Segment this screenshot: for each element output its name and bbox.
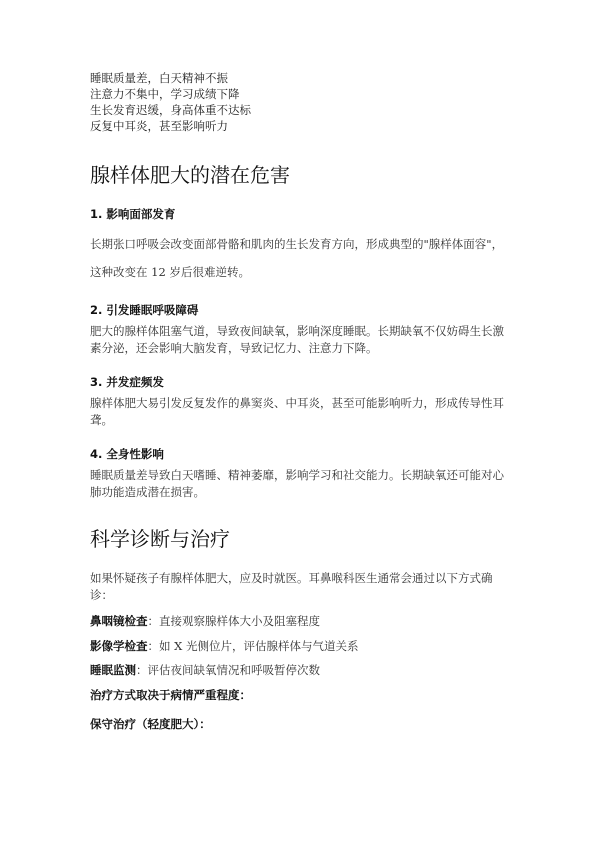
intro-line: 注意力不集中，学习成绩下降 [90, 87, 240, 101]
method-item [90, 613, 505, 630]
method-item [90, 662, 505, 679]
intro-line: 反复中耳炎，甚至影响听力 [90, 119, 228, 133]
section-title-diagnosis: 科学诊断与治疗 [90, 527, 230, 551]
conservative-treatment-heading: 保守治疗（轻度肥大）： [90, 716, 211, 731]
method-text: 如 X 光侧位片，评估腺样体与气道关系 [159, 638, 359, 653]
hazard-item-3 [90, 374, 505, 428]
method-text: 评估夜间缺氧情况和呼吸暂停次数 [147, 663, 320, 677]
method-label: 影像学检查 [90, 638, 148, 653]
method-sep: ： [147, 614, 159, 628]
hazard-heading: 4. 全身性影响 [90, 447, 164, 461]
intro-list [90, 70, 505, 134]
hazard-item-4 [90, 446, 505, 500]
method-label: 鼻咽镜检查 [90, 614, 148, 628]
diagnosis-methods [90, 613, 505, 679]
hazard-paragraph: 这种改变在 12 岁后很难逆转。 [90, 264, 250, 279]
hazard-heading: 2. 引发睡眠呼吸障碍 [90, 303, 199, 317]
hazard-item-2 [90, 302, 505, 356]
section-title-hazards: 腺样体肥大的潜在危害 [90, 163, 290, 187]
hazard-paragraph: 长期张口呼吸会改变面部骨骼和肌肉的生长发育方向，形成典型的"腺样体面容"， [90, 237, 504, 251]
hazard-heading: 1. 影响面部发育 [90, 207, 176, 221]
hazard-heading: 3. 并发症频发 [90, 375, 164, 389]
diagnosis-intro: 如果怀疑孩子有腺样体肥大，应及时就医。耳鼻喉科医生通常会通过以下方式确诊： [90, 571, 493, 602]
hazard-paragraph: 睡眠质量差导致白天嗜睡、精神萎靡，影响学习和社交能力。长期缺氧还可能对心肺功能造成潜在损害。 [90, 468, 504, 499]
method-sep: ： [136, 663, 148, 677]
method-item [90, 638, 505, 655]
method-text: 直接观察腺样体大小及阻塞程度 [159, 614, 320, 628]
hazard-paragraph: 肥大的腺样体阻塞气道，导致夜间缺氧，影响深度睡眠。长期缺氧不仅妨碍生长激素分泌，还会影响大脑发育，导致记忆力、注意力下降。 [90, 324, 504, 355]
intro-line: 生长发育迟缓，身高体重不达标 [90, 103, 251, 117]
intro-line: 睡眠质量差，白天精神不振 [90, 71, 228, 85]
method-sep: ： [147, 638, 159, 653]
hazard-paragraph: 腺样体肥大易引发反复发作的鼻窦炎、中耳炎，甚至可能影响听力，形成传导性耳聋。 [90, 396, 504, 427]
method-label: 睡眠监测 [90, 663, 136, 677]
hazard-item-1 [90, 206, 505, 280]
treatment-intro: 治疗方式取决于病情严重程度： [90, 687, 251, 702]
